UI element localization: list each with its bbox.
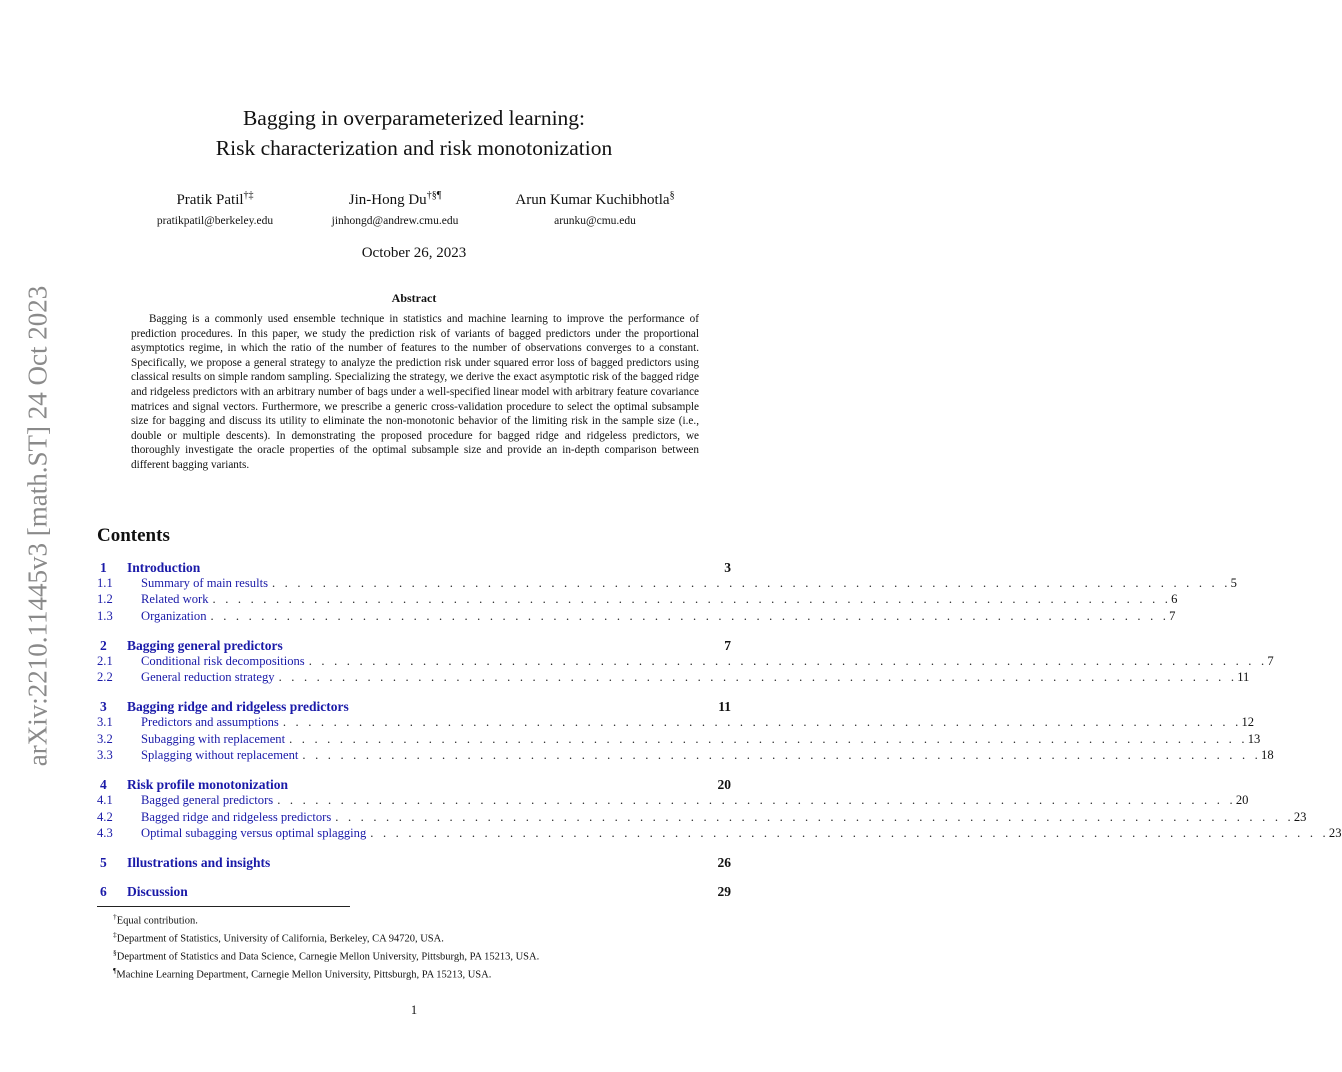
- toc-section-number[interactable]: 2: [100, 637, 107, 653]
- toc-leader-dots: . . . . . . . . . . . . . . . . . . . . . . . . . . . . . . . . . . . . . . . . . . . . . . . . . . . . . . . . . . . . . . . . . . . . . . . . . . . .: [212, 592, 1172, 607]
- toc-section-number[interactable]: 1: [100, 560, 107, 575]
- toc-section-link[interactable]: Risk profile monotonization: [127, 777, 289, 793]
- toc-subsection[interactable]: [97, 748, 1274, 764]
- abstract-heading: Abstract: [391, 291, 437, 305]
- toc-subsection-number[interactable]: 2.1: [97, 653, 113, 668]
- toc-subsection[interactable]: [97, 670, 1250, 686]
- toc-subsection[interactable]: [97, 731, 1261, 748]
- toc-section-number[interactable]: 5: [100, 855, 107, 871]
- footnote-mark: ‡: [113, 930, 117, 939]
- title-line-2: Risk characterization and risk monotonization: [215, 136, 613, 160]
- toc-leader-dots: . . . . . . . . . . . . . . . . . . . . . . . . . . . . . . . . . . . . . . . . . . . . . . . . . . . . . . . . . . . . . . . . . . . . . . . . . . . .: [302, 748, 1262, 763]
- toc-page-number: 3: [724, 560, 731, 575]
- toc-section-number[interactable]: 3: [100, 699, 107, 715]
- toc-page-number: 20: [717, 777, 731, 793]
- contents-heading: Contents: [97, 525, 170, 546]
- toc-page-number: 18: [1261, 748, 1274, 763]
- toc-subsection-number[interactable]: 4.3: [97, 825, 113, 840]
- toc-section-link[interactable]: Discussion: [127, 884, 188, 900]
- footnote: [113, 964, 539, 982]
- toc-leader-dots: . . . . . . . . . . . . . . . . . . . . . . . . . . . . . . . . . . . . . . . . . . . . . . . . . . . . . . . . . . . . . . . . . . . . . . . . . . . .: [370, 825, 1329, 840]
- toc-subsection[interactable]: [97, 825, 1342, 842]
- toc-page-number: 7: [724, 637, 731, 653]
- abstract-text: Bagging is a commonly used ensemble technique in statistics and machine learning to improve the performance of prediction procedures. In this paper, we study the prediction risk of variants of bagged predictors under the proportional asymptotics regime, in which the ratio of the number of features to the number of observations converges to a constant. Specifically, we propose a general strategy to analyze the prediction risk under squared error loss of bagged predictors using classical results on simple random sampling. Specializing the strategy, we derive the exact asymptotic risk of the bagged ridge and ridgeless predictors with an arbitrary number of bags under a well-specified linear model with arbitrary feature covariance matrices and signal vectors. Furthermore, we prescribe a generic cross-validation procedure to select the optimal subsample size for bagging and discuss its utility to eliminate the non-monotonic behavior of the limiting risk in the sample size (i.e., double or multiple descents). In demonstrating the proposed procedure for bagged ridge and ridgeless predictors, we thoroughly investigate the oracle properties of the optimal subsample size and provide an in-depth comparison between different bagging variants.: [131, 313, 699, 471]
- author-3: [485, 186, 705, 230]
- toc-subsection-link[interactable]: Predictors and assumptions: [141, 715, 279, 730]
- toc-subsection-link[interactable]: Splagging without replacement: [141, 748, 299, 763]
- author-marks: †§¶: [426, 190, 442, 201]
- toc-page-number: 20: [1235, 793, 1249, 808]
- toc-subsection-link[interactable]: Optimal subagging versus optimal splagging: [141, 825, 367, 840]
- toc-leader-dots: . . . . . . . . . . . . . . . . . . . . . . . . . . . . . . . . . . . . . . . . . . . . . . . . . . . . . . . . . . . . . . . . . . . . . . . . . . . .: [278, 670, 1238, 685]
- footnote-text: Machine Learning Department, Carnegie Mellon University, Pittsburgh, PA 15213, USA.: [116, 969, 492, 981]
- toc-leader-dots: . . . . . . . . . . . . . . . . . . . . . . . . . . . . . . . . . . . . . . . . . . . . . . . . . . . . . . . . . . . . . . . . . . . . . . . . . . . .: [335, 809, 1294, 824]
- toc-subsection[interactable]: [97, 608, 1176, 625]
- author-email: jinhongd@andrew.cmu.edu: [331, 215, 459, 227]
- toc-section-number[interactable]: 6: [100, 884, 107, 900]
- footnote: [113, 910, 539, 928]
- toc-page-number: 11: [1237, 670, 1250, 685]
- author-marks: §: [669, 190, 675, 201]
- toc-subsection-link[interactable]: Conditional risk decompositions: [141, 653, 305, 668]
- footnote-text: Equal contribution.: [116, 915, 198, 927]
- footnote-text: Department of Statistics and Data Science, Carnegie Mellon University, Pittsburgh, PA 15213, USA.: [116, 951, 540, 963]
- toc-page-number: 7: [1169, 608, 1176, 623]
- toc-section[interactable]: [97, 560, 731, 576]
- toc-subsection-link[interactable]: Summary of main results: [141, 576, 268, 590]
- toc-page-number: 23: [1328, 825, 1342, 840]
- toc-leader-dots: . . . . . . . . . . . . . . . . . . . . . . . . . . . . . . . . . . . . . . . . . . . . . . . . . . . . . . . . . . . . . . . . . . . . . . . . . . . .: [289, 731, 1248, 746]
- toc-subsection-number[interactable]: 3.2: [97, 731, 113, 746]
- toc-section-link[interactable]: Bagging ridge and ridgeless predictors: [127, 699, 349, 715]
- toc-leader-dots: . . . . . . . . . . . . . . . . . . . . . . . . . . . . . . . . . . . . . . . . . . . . . . . . . . . . . . . . . . . . . . . . . . . . . . . . . . . .: [308, 653, 1268, 668]
- toc-section[interactable]: [97, 884, 731, 900]
- arxiv-stamp-text: arXiv:2210.11445v3 [math.ST] 24 Oct 2023: [22, 285, 53, 767]
- toc-leader-dots: . . . . . . . . . . . . . . . . . . . . . . . . . . . . . . . . . . . . . . . . . . . . . . . . . . . . . . . . . . . . . . . . . . . . . . . . . . . .: [210, 608, 1170, 623]
- author-name: Jin-Hong Du: [348, 192, 427, 208]
- toc-subsection-number[interactable]: 2.2: [97, 670, 113, 685]
- toc-leader-dots: . . . . . . . . . . . . . . . . . . . . . . . . . . . . . . . . . . . . . . . . . . . . . . . . . . . . . . . . . . . . . . . . . . . . . . . . . . . .: [282, 715, 1242, 730]
- page-number: 1: [410, 1003, 418, 1017]
- footnote-text: Department of Statistics, University of California, Berkeley, CA 94720, USA.: [116, 933, 444, 945]
- footnote-mark: ¶: [113, 966, 117, 975]
- toc-subsection-link[interactable]: Related work: [141, 592, 209, 607]
- toc-page-number: 26: [717, 855, 731, 871]
- author-name: Arun Kumar Kuchibhotla: [515, 192, 670, 208]
- toc-subsection-link[interactable]: General reduction strategy: [141, 670, 275, 685]
- toc-subsection[interactable]: [97, 576, 1237, 592]
- footnote: [113, 928, 539, 946]
- footnote-rule: [97, 906, 350, 907]
- toc-subsection-link[interactable]: Bagged ridge and ridgeless predictors: [141, 809, 332, 824]
- footnotes: [113, 910, 539, 982]
- toc-page-number: 13: [1247, 731, 1261, 746]
- toc-page-number: 29: [717, 884, 731, 900]
- toc-subsection-number[interactable]: 4.1: [97, 793, 113, 808]
- author-marks: †‡: [243, 190, 254, 201]
- toc-subsection-link[interactable]: Organization: [141, 608, 207, 623]
- toc-section-link[interactable]: Introduction: [127, 560, 201, 575]
- toc-subsection-link[interactable]: Bagged general predictors: [141, 793, 274, 808]
- toc-subsection-number[interactable]: 1.3: [97, 608, 113, 623]
- toc-subsection-number[interactable]: 4.2: [97, 809, 113, 824]
- toc-section-link[interactable]: Illustrations and insights: [127, 855, 271, 871]
- toc-section[interactable]: [97, 855, 731, 871]
- toc-subsection[interactable]: [97, 592, 1178, 608]
- toc-page-number: 23: [1293, 809, 1307, 824]
- author-name: Pratik Patil: [176, 192, 244, 208]
- toc-subsection-link[interactable]: Subagging with replacement: [141, 731, 286, 746]
- footnote-mark: §: [113, 948, 117, 957]
- toc-subsection[interactable]: [97, 793, 1249, 809]
- paper-title: [0, 103, 828, 163]
- toc-page-number: 5: [1230, 576, 1237, 590]
- toc-page-number: 7: [1267, 653, 1274, 668]
- toc-section-number[interactable]: 4: [100, 777, 107, 793]
- toc-subsection-number[interactable]: 3.1: [97, 715, 113, 730]
- author-2: [300, 186, 490, 230]
- toc-page-number: 12: [1241, 715, 1255, 730]
- title-line-1: Bagging in overparameterized learning:: [242, 106, 586, 130]
- author-1: [120, 186, 310, 230]
- toc-page-number: 6: [1171, 592, 1178, 607]
- toc-subsection-number[interactable]: 1.1: [97, 576, 113, 590]
- author-email: arunku@cmu.edu: [554, 215, 636, 227]
- toc-subsection[interactable]: [97, 653, 1274, 670]
- toc-leader-dots: . . . . . . . . . . . . . . . . . . . . . . . . . . . . . . . . . . . . . . . . . . . . . . . . . . . . . . . . . . . . . . . . . . . . . . . . . . . .: [271, 576, 1231, 590]
- toc-section-link[interactable]: Bagging general predictors: [127, 637, 283, 653]
- toc-leader-dots: . . . . . . . . . . . . . . . . . . . . . . . . . . . . . . . . . . . . . . . . . . . . . . . . . . . . . . . . . . . . . . . . . . . . . . . . . . . .: [277, 793, 1236, 808]
- author-email: pratikpatil@berkeley.edu: [156, 215, 274, 227]
- arxiv-stamp: [18, 276, 58, 776]
- toc-subsection-number[interactable]: 3.3: [97, 748, 113, 763]
- toc-subsection[interactable]: [97, 715, 1255, 731]
- toc-page-number: 11: [718, 699, 731, 715]
- toc-section[interactable]: [97, 638, 731, 654]
- paper-date: October 26, 2023: [361, 245, 467, 261]
- toc-subsection-number[interactable]: 1.2: [97, 592, 113, 607]
- footnote-mark: †: [113, 912, 117, 921]
- toc-section[interactable]: [97, 699, 731, 715]
- toc-section[interactable]: [97, 777, 731, 793]
- toc-subsection[interactable]: [97, 809, 1307, 826]
- table-of-contents: [97, 560, 1342, 900]
- footnote: [113, 946, 539, 964]
